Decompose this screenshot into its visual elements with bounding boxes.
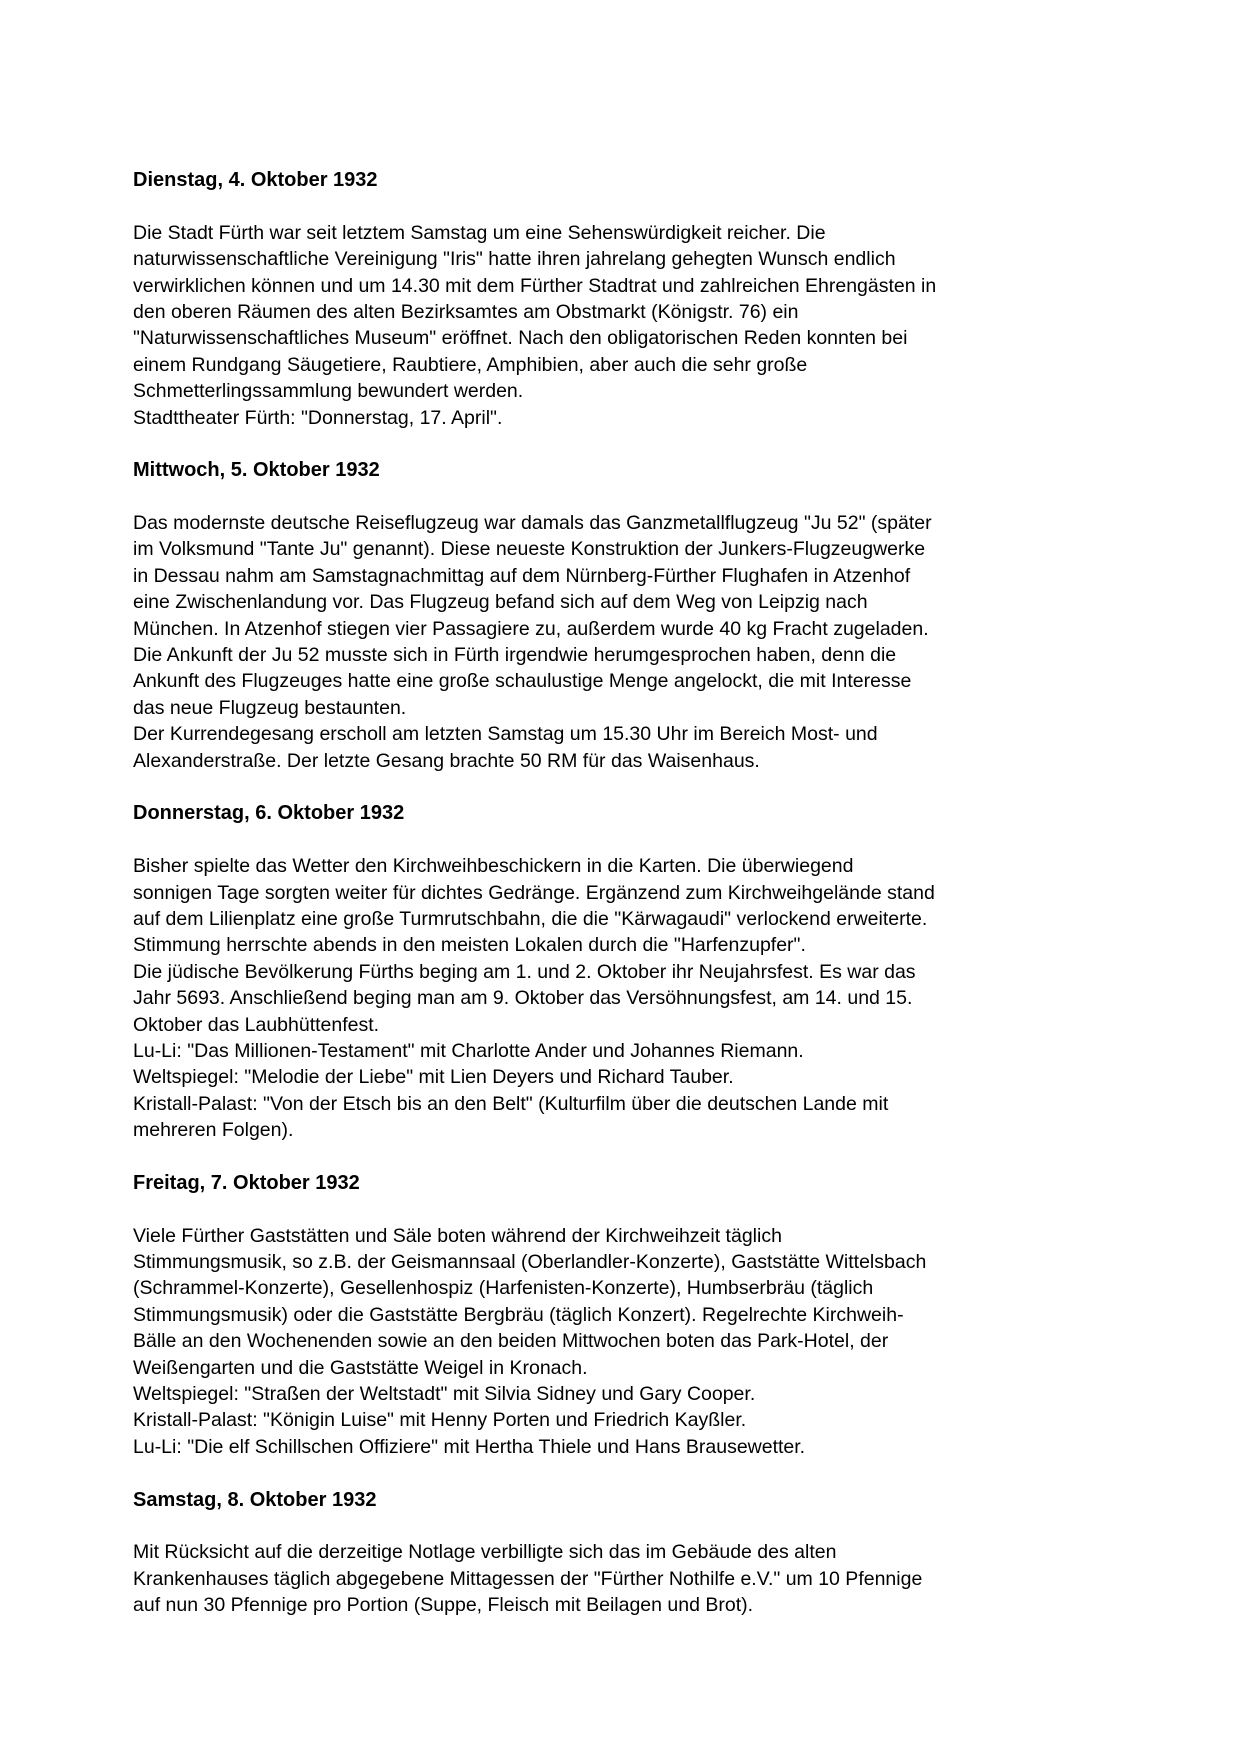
text-line: Weltspiegel: "Straßen der Weltstadt" mit Silvia Sidney und Gary Cooper. — [133, 1382, 756, 1405]
text-line: Krankenhauses täglich abgegebene Mittagessen der "Fürther Nothilfe e.V." um 10 Pfennige — [133, 1567, 923, 1590]
text-line: naturwissenschaftliche Vereinigung "Iris" hatte ihren jahrelang gehegten Wunsch endlich — [133, 248, 896, 271]
text-line: "Naturwissenschaftliches Museum" eröffnet. Nach den obligatorischen Reden konnten bei — [133, 327, 908, 350]
text-line: Ankunft des Flugzeuges hatte eine große schaulustige Menge angelockt, die mit Interesse — [133, 670, 912, 693]
text-line: Stimmungsmusik, so z.B. der Geismannsaal (Oberlandler-Konzerte), Gaststätte Wittelsbach — [133, 1251, 927, 1274]
blank-line — [133, 1460, 1209, 1486]
text-line: Stimmungsmusik) oder die Gaststätte Bergbräu (täglich Konzert). Regelrechte Kirchweih- — [133, 1303, 904, 1326]
blank-line — [133, 1513, 1209, 1539]
text-line: Bälle an den Wochenenden sowie an den beiden Mittwochen boten das Park-Hotel, der — [133, 1330, 889, 1353]
text-line: Mit Rücksicht auf die derzeitige Notlage verbilligte sich das im Gebäude des alten — [133, 1541, 837, 1564]
text-line: Kristall-Palast: "Von der Etsch bis an den Belt" (Kulturfilm über die deutschen Lande mit — [133, 1092, 889, 1115]
text-line: verwirklichen können und um 14.30 mit dem Fürther Stadtrat und zahlreichen Ehrengästen in — [133, 274, 937, 297]
text-line: einem Rundgang Säugetiere, Raubtiere, Amphibien, aber auch die sehr große — [133, 353, 808, 376]
text-line: Das modernste deutsche Reiseflugzeug war damals das Ganzmetallflugzeug "Ju 52" (später — [133, 512, 932, 535]
text-line: auf dem Lilienplatz eine große Turmrutschbahn, die die "Kärwagaudi" verlockend erweiterte. — [133, 907, 928, 930]
text-line: in Dessau nahm am Samstagnachmittag auf dem Nürnberg-Fürther Flughafen in Atzenhof — [133, 564, 911, 587]
blank-line — [133, 484, 1209, 510]
text-line: Bisher spielte das Wetter den Kirchweihbeschickern in die Karten. Die überwiegend — [133, 855, 854, 878]
text-line: Die Ankunft der Ju 52 musste sich in Fürth irgendwie herumgesprochen haben, denn die — [133, 644, 897, 667]
section-heading: Donnerstag, 6. Oktober 1932 — [133, 802, 405, 825]
text-line: mehreren Folgen). — [133, 1119, 294, 1142]
text-line: Der Kurrendegesang erscholl am letzten Samstag um 15.30 Uhr im Bereich Most- und — [133, 723, 878, 746]
text-line: Schmetterlingssammlung bewundert werden. — [133, 380, 524, 403]
chronicle-document — [133, 167, 1209, 1645]
text-line: Viele Fürther Gaststätten und Säle boten während der Kirchweihzeit täglich — [133, 1224, 782, 1247]
text-line: den oberen Räumen des alten Bezirksamtes am Obstmarkt (Königstr. 76) ein — [133, 300, 799, 323]
text-line: Stimmung herrschte abends in den meisten Lokalen durch die "Harfenzupfer". — [133, 934, 806, 957]
text-line: im Volksmund "Tante Ju" genannt). Diese neueste Konstruktion der Junkers-Flugzeugwerke — [133, 538, 926, 561]
section-heading: Mittwoch, 5. Oktober 1932 — [133, 459, 380, 482]
blank-line — [133, 1618, 1209, 1644]
text-line: Kristall-Palast: "Königin Luise" mit Henny Porten und Friedrich Kayßler. — [133, 1409, 747, 1432]
text-line: München. In Atzenhof stiegen vier Passagiere zu, außerdem wurde 40 kg Fracht zugeladen. — [133, 617, 929, 640]
text-line: Jahr 5693. Anschließend beging man am 9. Oktober das Versöhnungsfest, am 14. und 15. — [133, 987, 913, 1010]
blank-line — [133, 827, 1209, 853]
blank-line — [133, 1143, 1209, 1169]
blank-line — [133, 193, 1209, 219]
text-line: Weißengarten und die Gaststätte Weigel in Kronach. — [133, 1356, 588, 1379]
blank-line — [133, 1196, 1209, 1222]
text-line: (Schrammel-Konzerte), Gesellenhospiz (Harfenisten-Konzerte), Humbserbräu (täglich — [133, 1277, 874, 1300]
text-line: sonnigen Tage sorgten weiter für dichtes Gedränge. Ergänzend zum Kirchweihgelände stand — [133, 881, 935, 904]
text-line: Lu-Li: "Die elf Schillschen Offiziere" mit Hertha Thiele und Hans Brausewetter. — [133, 1435, 806, 1458]
text-line: auf nun 30 Pfennige pro Portion (Suppe, Fleisch mit Beilagen und Brot). — [133, 1594, 754, 1617]
text-line: das neue Flugzeug bestaunten. — [133, 696, 407, 719]
section-heading: Freitag, 7. Oktober 1932 — [133, 1171, 360, 1194]
text-line: Alexanderstraße. Der letzte Gesang brachte 50 RM für das Waisenhaus. — [133, 749, 760, 772]
blank-line — [133, 774, 1209, 800]
text-line: Lu-Li: "Das Millionen-Testament" mit Charlotte Ander und Johannes Riemann. — [133, 1039, 804, 1062]
text-line: Stadttheater Fürth: "Donnerstag, 17. April". — [133, 406, 503, 429]
text-line: Oktober das Laubhüttenfest. — [133, 1013, 380, 1036]
text-line: Weltspiegel: "Melodie der Liebe" mit Lien Deyers und Richard Tauber. — [133, 1066, 734, 1089]
text-line: Die Stadt Fürth war seit letztem Samstag um eine Sehenswürdigkeit reicher. Die — [133, 221, 826, 244]
blank-line — [133, 431, 1209, 457]
text-line: Die jüdische Bevölkerung Fürths beging am 1. und 2. Oktober ihr Neujahrsfest. Es war das — [133, 960, 916, 983]
section-heading: Samstag, 8. Oktober 1932 — [133, 1488, 377, 1511]
text-line: eine Zwischenlandung vor. Das Flugzeug befand sich auf dem Weg von Leipzig nach — [133, 591, 868, 614]
section-heading: Dienstag, 4. Oktober 1932 — [133, 169, 378, 191]
